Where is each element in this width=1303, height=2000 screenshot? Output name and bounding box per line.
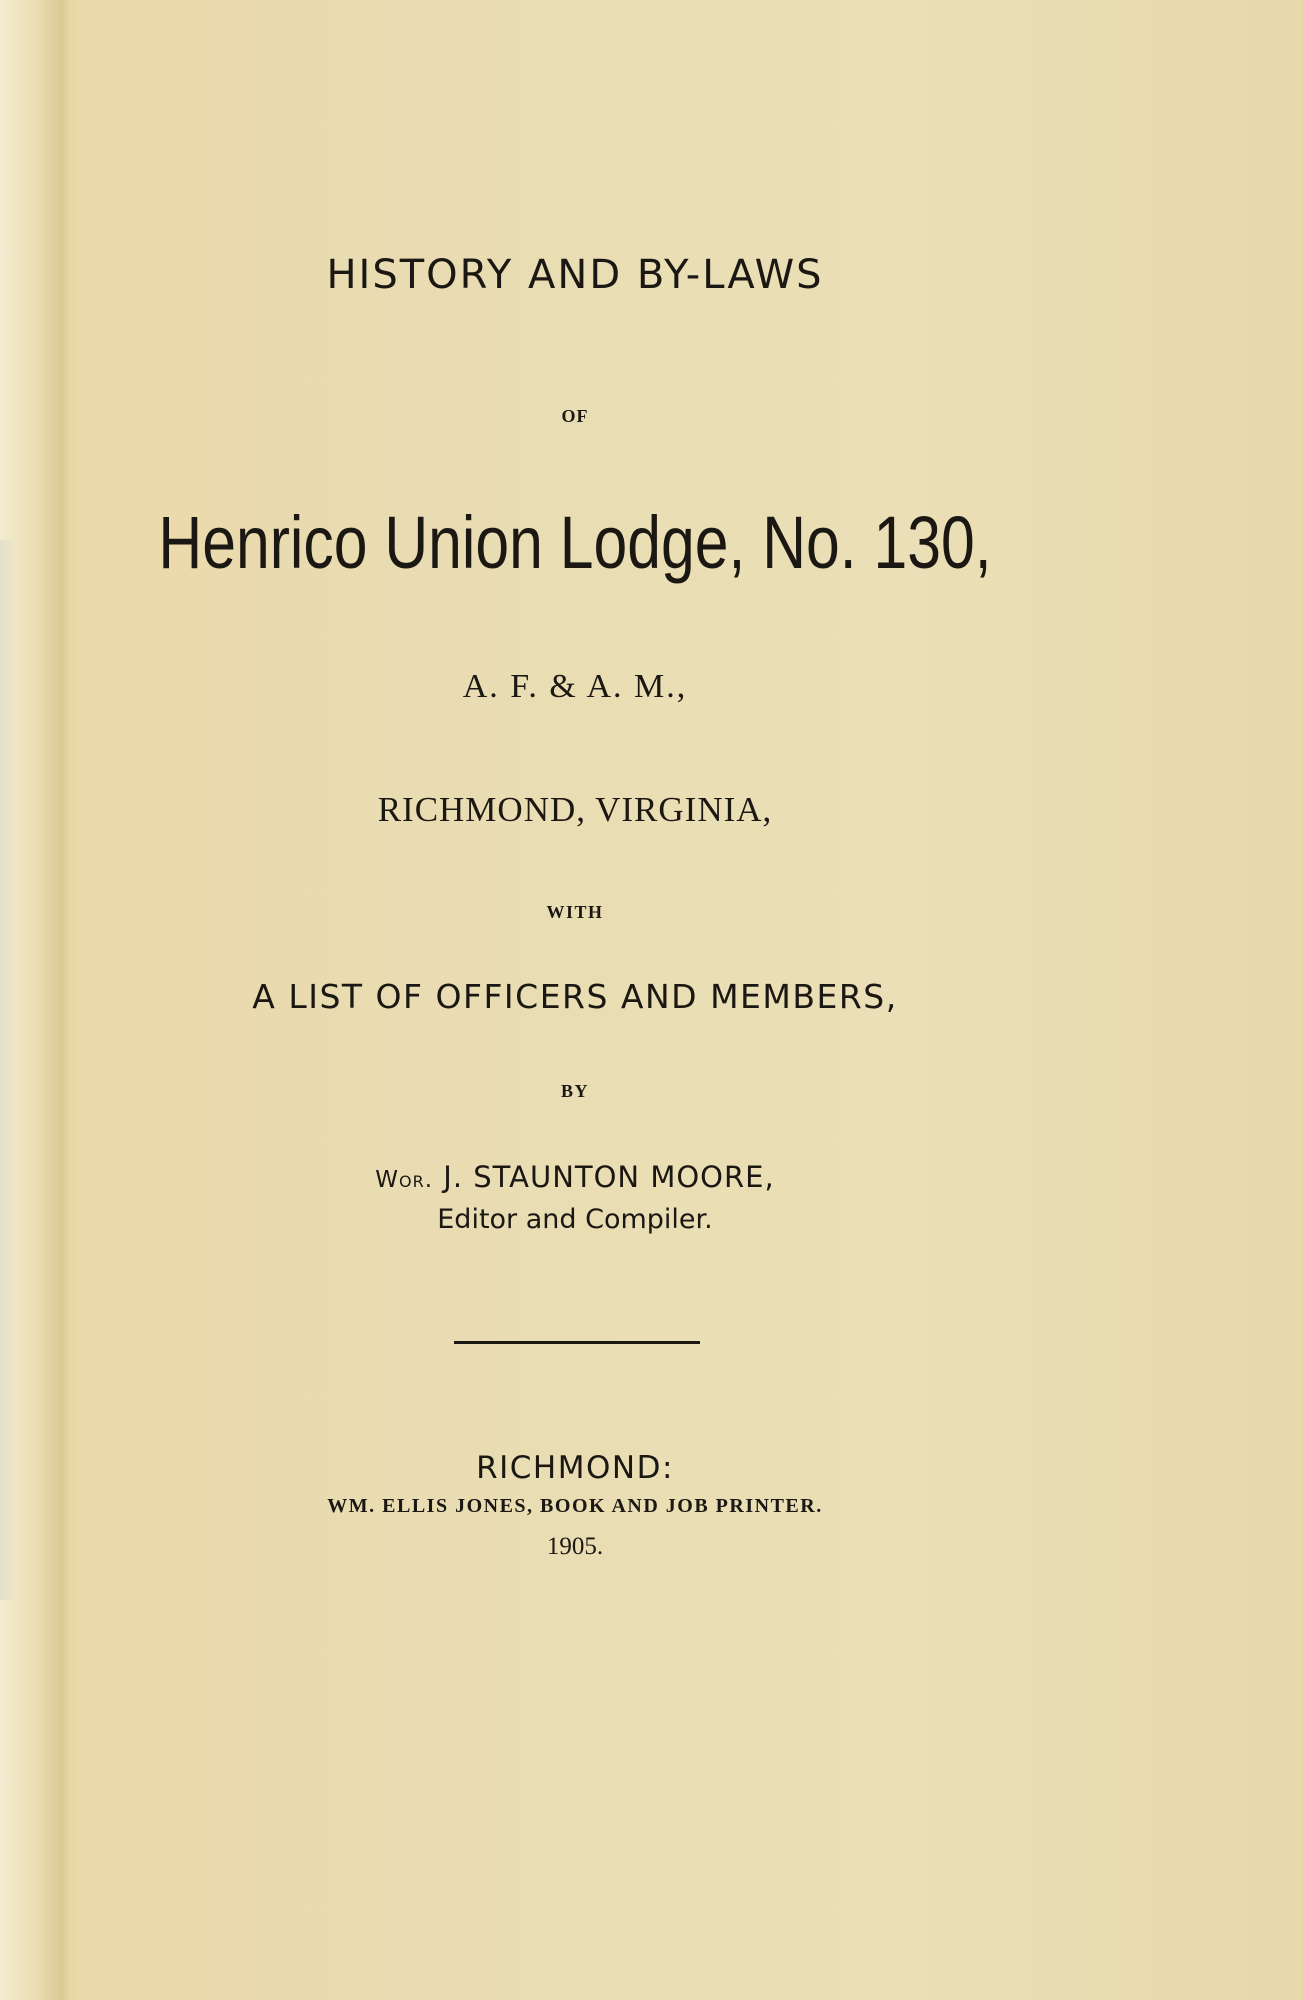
imprint-printer: WM. ELLIS JONES, BOOK AND JOB PRINTER. — [327, 1495, 823, 1517]
with-line: WITH — [546, 902, 604, 922]
order-line: A. F. & A. M., — [462, 668, 688, 705]
divider-rule — [454, 1341, 700, 1344]
location-line: RICHMOND, VIRGINIA, — [377, 790, 773, 829]
author-role: Editor and Compiler. — [437, 1204, 713, 1235]
title-line: HISTORY AND BY-LAWS — [326, 252, 824, 298]
author-prefix: Wor. — [375, 1167, 434, 1193]
by-line: BY — [560, 1081, 589, 1101]
list-line: A LIST OF OFFICERS AND MEMBERS, — [252, 977, 898, 1016]
author-line — [0, 1160, 1150, 1194]
author-name: J. STAUNTON MOORE, — [433, 1160, 775, 1194]
imprint-city: RICHMOND: — [476, 1450, 674, 1486]
of-line: OF — [561, 406, 589, 426]
lodge-name: Henrico Union Lodge, No. 130, — [158, 501, 992, 584]
imprint-year: 1905. — [546, 1533, 604, 1560]
